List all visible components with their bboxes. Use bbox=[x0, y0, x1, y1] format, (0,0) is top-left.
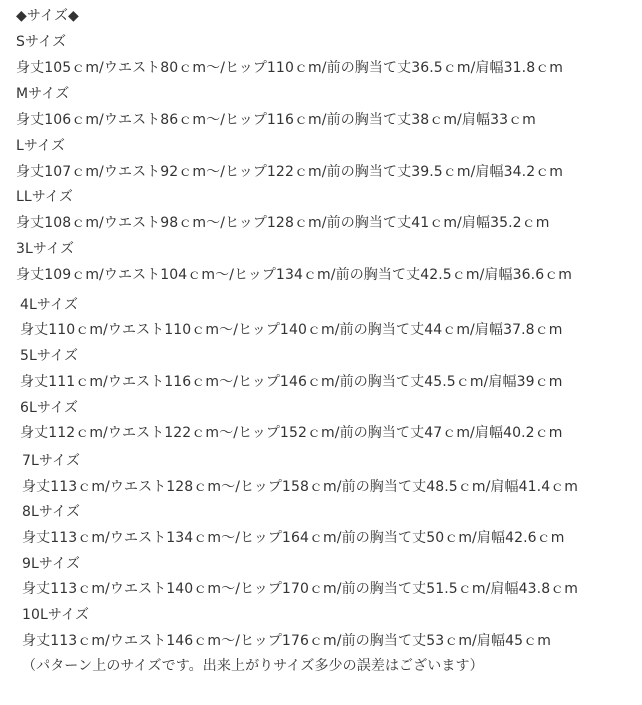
size-detail-8l: 身丈113ｃm/ウエスト134ｃm～/ヒップ164ｃm/前の胸当て丈50ｃm/肩幅42.6ｃm bbox=[22, 530, 565, 546]
size-label-9l: 9Lサイズ bbox=[22, 556, 81, 572]
size-label-10l: 10Lサイズ bbox=[22, 607, 90, 623]
size-label-7l: 7Lサイズ bbox=[22, 453, 81, 469]
size-heading: ◆サイズ◆ bbox=[16, 8, 79, 24]
size-detail-ll: 身丈108ｃm/ウエスト98ｃm～/ヒップ128ｃm/前の胸当て丈41ｃm/肩幅35.2ｃm bbox=[16, 215, 550, 231]
size-label-8l: 8Lサイズ bbox=[22, 504, 81, 520]
size-detail-7l: 身丈113ｃm/ウエスト128ｃm～/ヒップ158ｃm/前の胸当て丈48.5ｃm/肩幅41.4ｃm bbox=[22, 479, 579, 495]
size-label-3l: 3Lサイズ bbox=[16, 241, 75, 257]
size-label-m: Mサイズ bbox=[16, 86, 70, 102]
size-detail-m: 身丈106ｃm/ウエスト86ｃm～/ヒップ116ｃm/前の胸当て丈38ｃm/肩幅33ｃm bbox=[16, 112, 536, 128]
size-detail-9l: 身丈113ｃm/ウエスト140ｃm～/ヒップ170ｃm/前の胸当て丈51.5ｃm/肩幅43.8ｃm bbox=[22, 581, 579, 597]
size-label-5l: 5Lサイズ bbox=[20, 348, 79, 364]
size-detail-6l: 身丈112ｃm/ウエスト122ｃm～/ヒップ152ｃm/前の胸当て丈47ｃm/肩幅40.2ｃm bbox=[20, 425, 563, 441]
size-detail-s: 身丈105ｃm/ウエスト80ｃm～/ヒップ110ｃm/前の胸当て丈36.5ｃm/肩幅31.8ｃm bbox=[16, 60, 564, 76]
disclaimer-note: （パターン上のサイズです。出来上がりサイズ多少の誤差はございます） bbox=[22, 658, 484, 674]
size-label-s: Sサイズ bbox=[16, 34, 67, 50]
size-detail-5l: 身丈111ｃm/ウエスト116ｃm～/ヒップ146ｃm/前の胸当て丈45.5ｃm/肩幅39ｃm bbox=[20, 374, 563, 390]
size-detail-l: 身丈107ｃm/ウエスト92ｃm～/ヒップ122ｃm/前の胸当て丈39.5ｃm/肩幅34.2ｃm bbox=[16, 164, 564, 180]
size-detail-10l: 身丈113ｃm/ウエスト146ｃm～/ヒップ176ｃm/前の胸当て丈53ｃm/肩幅45ｃm bbox=[22, 633, 551, 649]
size-detail-4l: 身丈110ｃm/ウエスト110ｃm～/ヒップ140ｃm/前の胸当て丈44ｃm/肩幅37.8ｃm bbox=[20, 322, 563, 338]
size-label-ll: LLサイズ bbox=[16, 189, 73, 205]
size-label-6l: 6Lサイズ bbox=[20, 400, 79, 416]
size-detail-3l: 身丈109ｃm/ウエスト104ｃm～/ヒップ134ｃm/前の胸当て丈42.5ｃm/肩幅36.6ｃm bbox=[16, 267, 573, 283]
size-label-l: Lサイズ bbox=[16, 138, 66, 154]
size-label-4l: 4Lサイズ bbox=[20, 297, 79, 313]
